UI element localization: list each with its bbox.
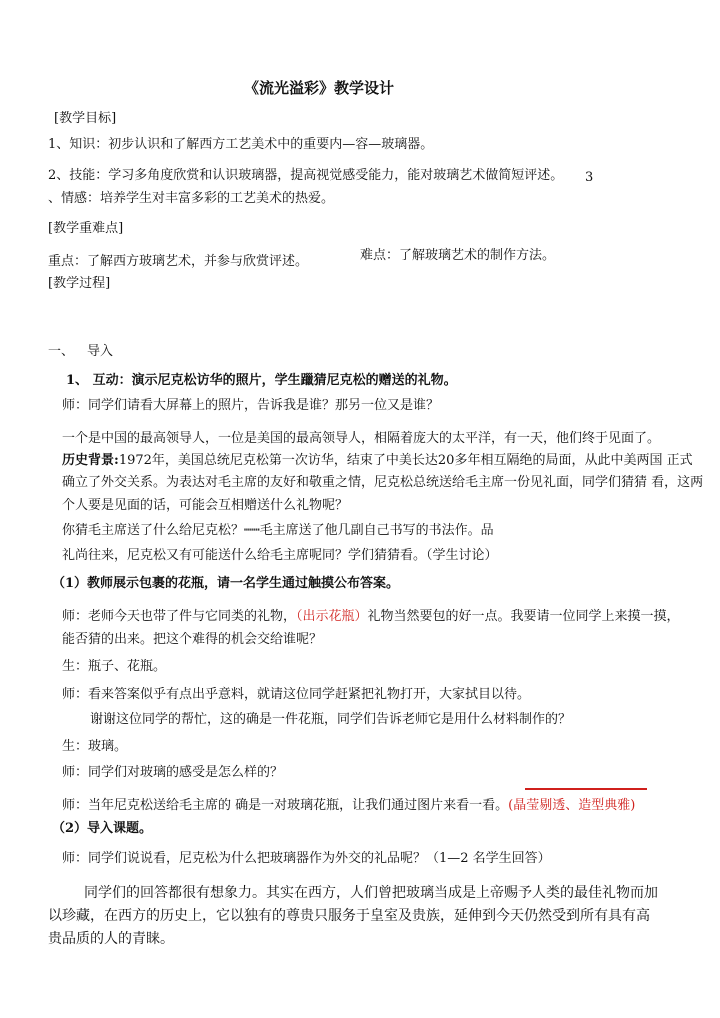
section-number: 一、 [48, 344, 75, 359]
narration-line: 确立了外交关系。为表达对毛主席的友好和敬重之情，尼克松总统送给毛主席一份见礼面，同学们猜猜 看，这两 [62, 475, 704, 490]
paragraph-line: 贵品质的人的青睐。 [48, 931, 174, 947]
teacher-line: 师：同学们说说看，尼克松为什么把玻璃器作为外交的礼品呢？（1—2 名学生回答） [62, 851, 551, 866]
key-points-heading: [教学重难点] [48, 221, 124, 236]
teacher-line: 谢谢这位同学的帮忙，这的确是一件花瓶，同学们告诉老师它是用什么材料制作的？ [90, 712, 572, 727]
student-line: 生：玻璃。 [62, 739, 128, 754]
objectives-heading: [教学目标] [54, 111, 117, 126]
teacher-line-part: 礼物当然要包的好一点。我要请一位同学上来摸一摸， [367, 609, 680, 624]
stage-direction: （出示花瓶） [296, 609, 368, 624]
stage-direction: (晶莹剔透、造型典雅) [508, 798, 636, 813]
teacher-line [62, 797, 635, 815]
teacher-line-part: 师：当年尼克松送给毛主席的 确是一对玻璃花瓶，让我们通过图片来看一看。 [62, 798, 509, 813]
history-background [62, 452, 693, 470]
teacher-line: 师：同学们请看大屏幕上的照片，告诉我是谁？那另一位又是谁？ [62, 398, 440, 413]
difficulty-point: 难点：了解玻璃艺术的制作方法。 [360, 248, 556, 263]
teacher-line: 能否猜的出来。把这个难得的机会交给谁呢？ [62, 632, 323, 647]
objective-emotion: 、情感：培养学生对丰富多彩的工艺美术的热爱。 [48, 191, 335, 206]
teacher-line: 师：同学们对玻璃的感受是怎么样的？ [62, 765, 284, 780]
narration-line: 个人要是见面的话，可能会互相赠送什么礼物呢？ [62, 498, 349, 513]
paragraph-line: 同学们的回答都很有想象力。其实在西方，人们曾把玻璃当成是上帝赐予人类的最佳礼物而加 [84, 885, 658, 901]
history-background-label: 历史背景: [62, 453, 119, 468]
step-interaction: 1、 互动：演示尼克松访华的照片，学生躐猜尼克松的赠送的礼物。 [66, 373, 457, 388]
process-heading: [教学过程] [48, 276, 111, 291]
history-background-text: 1972年，美国总统尼克松第一次访华，结束了中美长达20多年相互隔绝的局面，从此中美两国 正式 [118, 453, 693, 468]
red-underline-decoration [525, 788, 647, 790]
teacher-line [62, 608, 680, 626]
paragraph-line: 以珍藏，在西方的历史上，它以独有的尊贵只服务于皇室及贵族，延伸到今天仍然受到所有具有高 [48, 908, 650, 924]
student-line: 生：瓶子、花瓶。 [62, 659, 167, 674]
narration-line: 一个是中国的最高领导人，一位是美国的最高领导人，相隔着庞大的太平洋，有一天，他们终于见面了。 [62, 431, 661, 446]
focus-point: 重点：了解西方玻璃艺术，并参与欣赏评述。 [48, 254, 309, 269]
subsection-heading: （1）教师展示包裹的花瓶，请一名学生通过触摸公布答案。 [52, 576, 400, 591]
narration-line: 你猜毛主席送了什么给尼克松？┉┉毛主席送了他几副自己书写的书法作。品 [62, 523, 494, 538]
page-title: 《流光溢彩》教学设计 [244, 79, 395, 97]
teacher-line-part: 师：老师今天也带了件与它同类的礼物， [62, 609, 297, 624]
narration-line: 礼尚往来，尼克松又有可能送什么给毛主席呢同？学们猜猜看。（学生讨论） [62, 548, 498, 563]
teacher-line: 师：看来答案似乎有点出乎意料，就请这位同学赶紧把礼物打开，大家拭目以待。 [62, 687, 531, 702]
objective-skill: 2、技能：学习多角度欣赏和认识玻璃器，提高视觉感受能力，能对玻璃艺术做简短评述。 [48, 168, 564, 183]
objective-skill-note: 3 [585, 170, 594, 185]
objective-knowledge: 1、知识：初步认识和了解西方工艺美术中的重要内—容—玻璃器。 [48, 137, 434, 152]
subsection-heading: （2）导入课题。 [52, 821, 153, 836]
section-title: 导入 [87, 344, 114, 359]
